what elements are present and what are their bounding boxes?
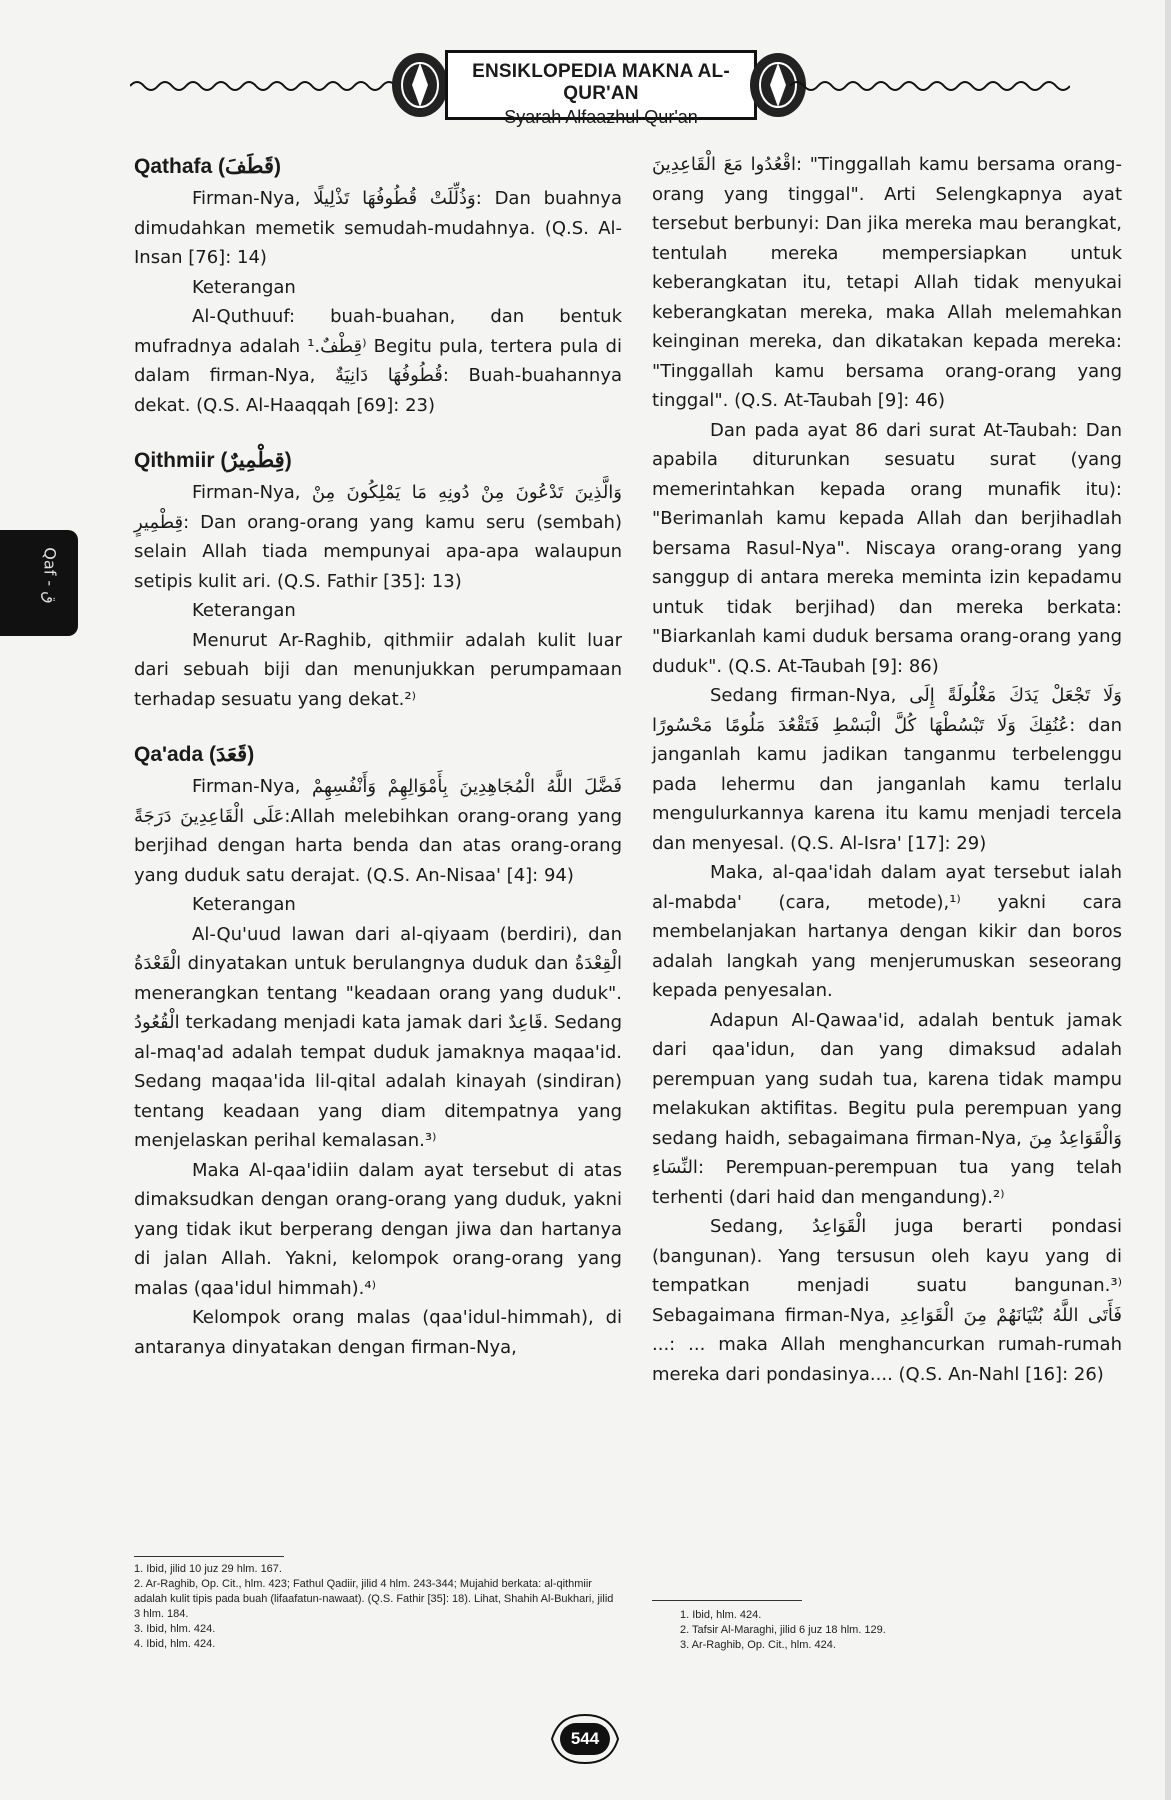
body-paragraph: اقْعُدُوا مَعَ الْقَاعِدِينَ: "Tinggallah kamu bersama orang-orang yang tinggal". Arti Selengkapnya ayat tersebut berbunyi: Dan jika mereka mau berangkat, tentulah mereka mempersiapkan untuk keberangkatan itu, tetapi Allah tidak menyukai keberangkatan mereka, maka Allah melemahkan keinginan mereka, dan dikatakan kepada mereka: "Tinggallah kamu bersama orang-orang yang tinggal". (Q.S. At-Taubah [9]: 46) xyxy=(652,154,1122,411)
footnote-item: 2. Ar-Raghib, Op. Cit., hlm. 423; Fathul Qadiir, jilid 4 hlm. 243-344; Mujahid berkata: al-qithmiir adalah kulit tipis pada buah (lifaafatun-nawaat). (Q.S. Fathir [35]: 18). Lihat, Shahih Al-Bukhari, jilid 3 hlm. 184. xyxy=(134,1578,614,1620)
body-paragraph: Sedang, الْقَوَاعِدُ juga berarti pondasi (bangunan). Yang tersusun oleh kayu yang di tempatkan menjadi suatu bangunan.³⁾ Sebagaimana firman-Nya, فَأَتَى اللَّهُ بُنْيَانَهُمْ مِنَ الْقَوَاعِدِ ...: ... maka Allah menghancurkan rumah-rumah mereka dari pondasinya.... (Q.S. An-Nahl [16]: 26) xyxy=(652,1216,1122,1385)
entry-heading-qaada: Qa'ada (قَعَدَ) xyxy=(134,743,255,766)
body-paragraph: Dan pada ayat 86 dari surat At-Taubah: Dan apabila diturunkan sesuatu surat (yang memerintahkan kepada orang munafik itu): "Berimanlah kamu kepada Allah dan berjihadlah bersama Rasul-Nya". Niscaya orang-orang yang sanggup di antara mereka meminta izin kepadamu untuk tidak berjihad) dan mereka berkata: "Biarkanlah kami duduk bersama orang-orang yang duduk". (Q.S. At-Taubah [9]: 86) xyxy=(652,419,1122,677)
footnotes-right xyxy=(680,1608,1120,1653)
body-paragraph: Sedang firman-Nya, وَلَا تَجْعَلْ يَدَكَ مَغْلُولَةً إِلَى عُنُقِكَ وَلَا تَبْسُطْهَا كُلَّ الْبَسْطِ فَتَقْعُدَ مَلُومًا مَحْسُورًا: dan janganlah kamu jadikan tanganmu terbelenggu pada lehermu dan janganlah kamu terlalu mengulurkannya karena itu kamu menjadi tercela dan menyesal. (Q.S. Al-Isra' [17]: 29) xyxy=(652,685,1123,854)
entry-paragraph: Al-Qu'uud lawan dari al-qiyaam (berdiri), dan الْقَعْدَةُ dinyatakan untuk berulangnya duduk dan الْقِعْدَةُ menerangkan tentang "keadaan orang yang duduk". الْقُعُودُ terkadang menjadi kata jamak dari قَاعِدٌ. Sedang al-maq'ad adalah tempat duduk jamaknya maqaa'id. Sedang maqaa'ida lil-qital adalah kinayah (sindiran) tentang keadaan yang diam ditempatnya yang menjelaskan perihal kemalasan.³⁾ xyxy=(134,923,623,1151)
footnote-item: 4. Ibid, hlm. 424. xyxy=(134,1638,216,1650)
footnote-item: 1. Ibid, hlm. 424. xyxy=(680,1609,762,1621)
page-number: 544 xyxy=(560,1723,610,1755)
chapter-thumb-tab xyxy=(0,530,78,636)
right-column xyxy=(652,150,1122,1389)
entry-heading-qithmiir: Qithmiir (قِطْمِيرٌ) xyxy=(134,449,292,472)
body-paragraph: Adapun Al-Qawaa'id, adalah bentuk jamak dari qaa'idun, dan yang dimaksud adalah perempuan yang sudah tua, karena tidak mampu melakukan aktifitas. Begitu pula perempuan yang sedang haidh, sebagaimana firman-Nya, وَالْقَوَاعِدُ مِنَ النِّسَاءِ: Perempuan-perempuan tua yang telah terhenti (dari haid dan mengandung).²⁾ xyxy=(652,1009,1122,1208)
entry-paragraph: Firman-Nya, وَذُلِّلَتْ قُطُوفُهَا تَذْلِيلًا: Dan buahnya dimudahkan memetik semudah-mudahnya. (Q.S. Al-Insan [76]: 14) xyxy=(134,188,622,268)
body-paragraph: Maka, al-qaa'idah dalam ayat tersebut ialah al-mabda' (cara, metode),¹⁾ yakni cara membelanjakan hartanya dengan kikir dan boros adalah langkah yang menjerumuskan seseorang kepada penyesalan. xyxy=(652,862,1122,1001)
wave-ornament-right xyxy=(790,78,1070,94)
keterangan-label: Keterangan xyxy=(192,276,296,298)
entry-paragraph: Firman-Nya, فَضَّلَ اللَّهُ الْمُجَاهِدِينَ بِأَمْوَالِهِمْ وَأَنْفُسِهِمْ عَلَى الْقَاعِدِينَ دَرَجَةً:Allah melebihkan orang-orang yang berjihad dengan harta benda dan atas orang-orang yang duduk satu derajat. (Q.S. An-Nisaa' [4]: 94) xyxy=(134,776,623,886)
book-title: ENSIKLOPEDIA MAKNA AL-QUR'AN xyxy=(472,61,730,104)
keterangan-label: Keterangan xyxy=(192,600,296,621)
book-title-box xyxy=(445,50,757,127)
footnote-rule-left xyxy=(134,1556,284,1557)
entry-paragraph: Kelompok orang malas (qaa'idul-himmah), di antaranya dinyatakan dengan firman-Nya, xyxy=(134,1307,622,1358)
page-edge xyxy=(1165,0,1171,1800)
footnote-item: 2. Tafsir Al-Maraghi, jilid 6 juz 18 hlm. 129. xyxy=(680,1624,886,1636)
entry-paragraph: Al-Quthuuf: buah-buahan, dan bentuk mufradnya adalah قِطْفٌ.¹⁾ Begitu pula, tertera pula di dalam firman-Nya, قُطُوفُهَا دَانِيَةٌ: Buah-buahannya dekat. (Q.S. Al-Haaqqah [69]: 23) xyxy=(134,306,623,416)
chapter-tab-label: Qaf - ق xyxy=(40,547,60,604)
footnote-item: 3. Ibid, hlm. 424. xyxy=(134,1623,216,1635)
wave-ornament-left xyxy=(130,78,400,94)
book-subtitle: Syarah Alfaazhul Qur'an xyxy=(504,107,698,127)
entry-paragraph: Firman-Nya, وَالَّذِينَ تَدْعُونَ مِنْ دُونِهِ مَا يَمْلِكُونَ مِنْ قِطْمِيرٍ: Dan orang-orang yang kamu seru (sembah) selain Allah tiada mempunyai apa-apa walaupun setipis kulit ari. (Q.S. Fathir [35]: 13) xyxy=(134,482,623,592)
footnote-item: 1. Ibid, jilid 10 juz 29 hlm. 167. xyxy=(134,1563,282,1575)
footnote-rule-right xyxy=(652,1600,802,1601)
entry-paragraph: Maka Al-qaa'idiin dalam ayat tersebut di atas dimaksudkan dengan orang-orang yang duduk, yakni yang tidak ikut berperang dengan jiwa dan hartanya di jalan Allah. Yakni, kelompok orang-orang yang malas (qaa'idul himmah).⁴⁾ xyxy=(134,1159,622,1299)
footnote-item: 3. Ar-Raghib, Op. Cit., hlm. 424. xyxy=(680,1639,836,1651)
footnotes-left xyxy=(134,1562,622,1652)
keterangan-label: Keterangan xyxy=(192,894,296,915)
entry-paragraph: Menurut Ar-Raghib, qithmiir adalah kulit luar dari sebuah biji dan menunjukkan perumpamaan terhadap sesuatu yang dekat.²⁾ xyxy=(134,629,622,710)
page-header xyxy=(130,40,1070,130)
floral-ornament-left xyxy=(388,50,452,120)
page-number-badge xyxy=(548,1707,622,1771)
left-column xyxy=(134,150,622,1362)
entry-heading-qathafa: Qathafa (قَطَفَ) xyxy=(134,155,282,178)
